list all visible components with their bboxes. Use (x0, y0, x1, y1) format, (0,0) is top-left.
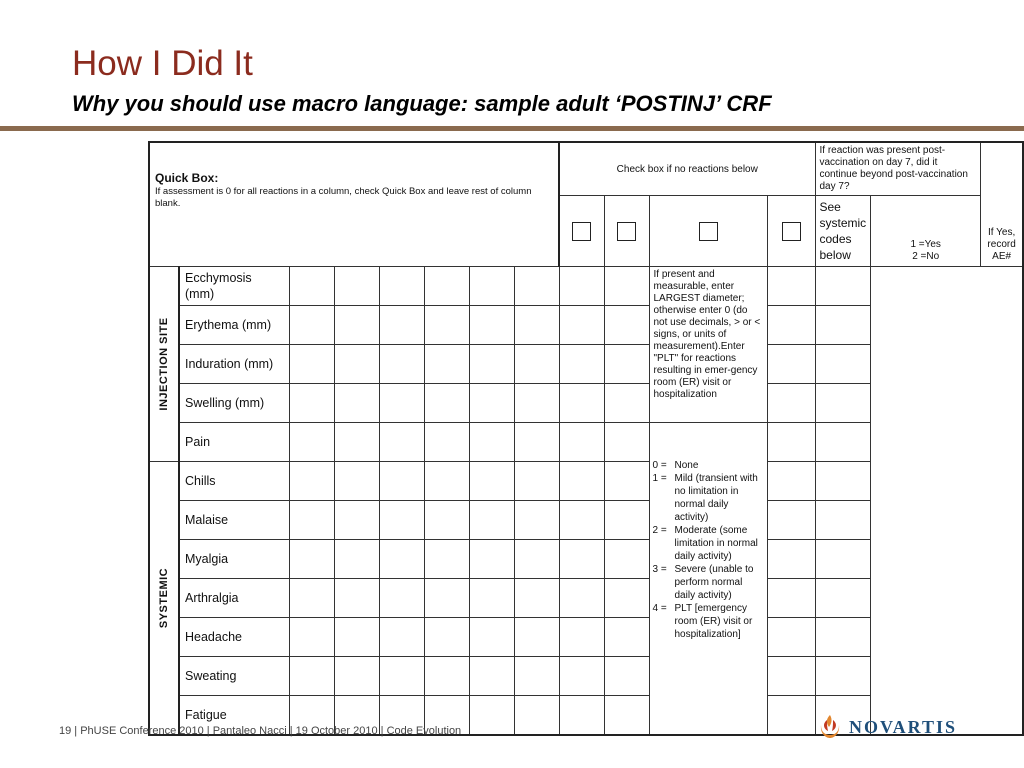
novartis-logo (818, 714, 957, 740)
row-label: Ecchymosis (mm) (179, 267, 289, 306)
entry-cell[interactable] (289, 579, 334, 618)
ae-number-cell[interactable] (815, 501, 871, 540)
entry-cell[interactable] (514, 618, 559, 657)
entry-cell[interactable] (424, 540, 469, 579)
grade-item: 3 = Severe (unable to perform normal daily activity) (652, 564, 754, 601)
entry-cell[interactable] (469, 618, 514, 657)
entry-cell[interactable] (559, 306, 604, 345)
postinj-crf-table (148, 141, 1024, 736)
quick-box-checkbox[interactable] (699, 222, 718, 241)
row-label: Malaise (179, 501, 289, 540)
check-box-header: Check box if no reactions below (559, 142, 815, 196)
ae-number-cell[interactable] (815, 384, 871, 423)
continued-cell[interactable] (767, 462, 815, 501)
entry-cell[interactable] (559, 618, 604, 657)
ae-number-cell[interactable] (815, 462, 871, 501)
continue-note: If reaction was present post-vaccination on day 7, did it continue beyond post-vaccination day 7? (815, 142, 981, 196)
entry-cell[interactable] (334, 306, 379, 345)
entry-cell[interactable] (559, 267, 604, 306)
continued-cell[interactable] (767, 267, 815, 306)
entry-cell[interactable] (604, 462, 649, 501)
entry-cell[interactable] (604, 267, 649, 306)
entry-cell[interactable] (514, 540, 559, 579)
entry-cell[interactable] (289, 384, 334, 423)
entry-cell[interactable] (379, 345, 424, 384)
row-label: Fatigue (179, 696, 289, 736)
entry-cell[interactable] (604, 345, 649, 384)
grade-item: 1 = Mild (transient with no limitation in normal daily activity) (652, 473, 758, 523)
quick-box-title: Quick Box: (155, 171, 219, 185)
entry-cell[interactable] (424, 657, 469, 696)
quick-box-checkbox[interactable] (572, 222, 591, 241)
quick-box (149, 142, 559, 267)
entry-cell[interactable] (469, 696, 514, 736)
slide-title: How I Did It (72, 44, 253, 83)
quick-box-text: If assessment is 0 for all reactions in a column, check Quick Box and leave rest of column blank. (155, 186, 532, 209)
if-yes-record-ae: If Yes, record AE# (981, 142, 1023, 267)
entry-cell[interactable] (514, 267, 559, 306)
ae-number-cell[interactable] (815, 306, 871, 345)
entry-cell[interactable] (379, 501, 424, 540)
novartis-flame-icon (818, 714, 842, 740)
entry-cell[interactable] (604, 540, 649, 579)
entry-cell[interactable] (604, 579, 649, 618)
continued-cell[interactable] (767, 657, 815, 696)
yes-code: 1 =Yes (910, 239, 941, 250)
entry-cell[interactable] (334, 423, 379, 462)
see-systemic-codes: See systemic codes below (815, 196, 871, 267)
row-label: Chills (179, 462, 289, 501)
entry-cell[interactable] (514, 423, 559, 462)
entry-cell[interactable] (289, 462, 334, 501)
ae-number-cell[interactable] (815, 579, 871, 618)
grade-item: 4 = PLT [emergency room (ER) visit or hospitalization] (652, 603, 753, 640)
ae-number-cell[interactable] (815, 657, 871, 696)
entry-cell[interactable] (334, 462, 379, 501)
entry-cell[interactable] (334, 267, 379, 306)
slide-footer: 19 | PhUSE Conference 2010 | Pantaleo Nacci | 19 October 2010 | Code Evolution (59, 725, 462, 737)
entry-cell[interactable] (289, 423, 334, 462)
quick-checkbox-cell (767, 196, 815, 267)
row-label: Sweating (179, 657, 289, 696)
entry-cell[interactable] (424, 462, 469, 501)
entry-cell[interactable] (469, 501, 514, 540)
row-label: Induration (mm) (179, 345, 289, 384)
entry-cell[interactable] (604, 696, 649, 736)
no-code: 2 =No (912, 251, 940, 262)
entry-cell[interactable] (379, 423, 424, 462)
continued-cell[interactable] (767, 423, 815, 462)
quick-box-checkbox[interactable] (782, 222, 801, 241)
row-label: Arthralgia (179, 579, 289, 618)
entry-cell[interactable] (424, 345, 469, 384)
row-label: Pain (179, 423, 289, 462)
entry-cell[interactable] (379, 267, 424, 306)
continued-cell[interactable] (767, 540, 815, 579)
entry-cell[interactable] (289, 657, 334, 696)
entry-cell[interactable] (289, 618, 334, 657)
grade-item: 2 = Moderate (some limitation in normal daily activity) (652, 525, 758, 562)
entry-cell[interactable] (514, 384, 559, 423)
entry-cell[interactable] (469, 267, 514, 306)
severity-grades (649, 423, 767, 736)
continued-cell[interactable] (767, 501, 815, 540)
entry-cell[interactable] (469, 657, 514, 696)
entry-cell[interactable] (334, 384, 379, 423)
entry-cell[interactable] (379, 657, 424, 696)
entry-cell[interactable] (379, 306, 424, 345)
entry-cell[interactable] (469, 306, 514, 345)
entry-cell[interactable] (424, 423, 469, 462)
quick-box-checkbox[interactable] (617, 222, 636, 241)
continued-cell[interactable] (767, 696, 815, 736)
entry-cell[interactable] (559, 384, 604, 423)
entry-cell[interactable] (424, 501, 469, 540)
entry-cell[interactable] (379, 579, 424, 618)
row-label: Erythema (mm) (179, 306, 289, 345)
systemic-section (149, 462, 179, 736)
row-label: Headache (179, 618, 289, 657)
quick-checkbox-cell (649, 196, 767, 267)
entry-cell[interactable] (424, 267, 469, 306)
row-label: Myalgia (179, 540, 289, 579)
quick-checkbox-cell (604, 196, 649, 267)
title-divider (0, 126, 1024, 131)
entry-cell[interactable] (289, 345, 334, 384)
entry-cell[interactable] (334, 579, 379, 618)
entry-cell[interactable] (424, 384, 469, 423)
quick-checkbox-cell (559, 196, 604, 267)
entry-cell[interactable] (334, 345, 379, 384)
entry-cell[interactable] (469, 384, 514, 423)
ae-number-cell[interactable] (815, 345, 871, 384)
entry-cell[interactable] (604, 618, 649, 657)
entry-cell[interactable] (604, 657, 649, 696)
entry-cell[interactable] (514, 501, 559, 540)
entry-cell[interactable] (604, 306, 649, 345)
entry-cell[interactable] (469, 345, 514, 384)
systemic-label: SYSTEMIC (158, 567, 170, 629)
injection-site-label: INJECTION SITE (158, 317, 170, 411)
entry-cell[interactable] (604, 501, 649, 540)
entry-cell[interactable] (559, 501, 604, 540)
injection-site-section (149, 267, 179, 462)
continued-cell[interactable] (767, 345, 815, 384)
entry-cell[interactable] (424, 618, 469, 657)
entry-cell[interactable] (379, 540, 424, 579)
entry-cell[interactable] (514, 462, 559, 501)
ae-number-cell[interactable] (815, 618, 871, 657)
continued-cell[interactable] (767, 579, 815, 618)
entry-cell[interactable] (559, 657, 604, 696)
continued-cell[interactable] (767, 384, 815, 423)
entry-cell[interactable] (334, 540, 379, 579)
entry-cell[interactable] (289, 540, 334, 579)
entry-cell[interactable] (559, 540, 604, 579)
entry-cell[interactable] (334, 501, 379, 540)
entry-cell[interactable] (514, 657, 559, 696)
entry-cell[interactable] (559, 462, 604, 501)
ae-number-cell[interactable] (815, 267, 871, 306)
entry-cell[interactable] (559, 696, 604, 736)
entry-cell[interactable] (559, 423, 604, 462)
entry-cell[interactable] (289, 267, 334, 306)
ae-number-cell[interactable] (815, 423, 871, 462)
diameter-instructions: If present and measurable, enter LARGEST diameter; otherwise enter 0 (do not use decimals, > or < signs, or units of measurement).Enter "PLT" for reactions resulting in emer-gency room (ER) visit or hospitalization (649, 267, 767, 423)
ae-number-cell[interactable] (815, 540, 871, 579)
entry-cell[interactable] (559, 579, 604, 618)
entry-cell[interactable] (514, 306, 559, 345)
entry-cell[interactable] (514, 696, 559, 736)
entry-cell[interactable] (514, 579, 559, 618)
entry-cell[interactable] (379, 462, 424, 501)
yes-no-legend (871, 196, 981, 267)
continued-cell[interactable] (767, 306, 815, 345)
entry-cell[interactable] (424, 579, 469, 618)
entry-cell[interactable] (604, 423, 649, 462)
grade-item: 0 = None (652, 460, 699, 471)
novartis-wordmark: NOVARTIS (849, 716, 958, 737)
continued-cell[interactable] (767, 618, 815, 657)
entry-cell[interactable] (469, 540, 514, 579)
entry-cell[interactable] (289, 306, 334, 345)
entry-cell[interactable] (514, 345, 559, 384)
entry-cell[interactable] (559, 345, 604, 384)
entry-cell[interactable] (379, 384, 424, 423)
slide-subtitle: Why you should use macro language: sample adult ‘POSTINJ’ CRF (72, 91, 772, 116)
entry-cell[interactable] (334, 657, 379, 696)
entry-cell[interactable] (289, 501, 334, 540)
row-label: Swelling (mm) (179, 384, 289, 423)
entry-cell[interactable] (469, 579, 514, 618)
entry-cell[interactable] (424, 306, 469, 345)
entry-cell[interactable] (469, 423, 514, 462)
entry-cell[interactable] (334, 618, 379, 657)
entry-cell[interactable] (379, 618, 424, 657)
entry-cell[interactable] (604, 384, 649, 423)
entry-cell[interactable] (469, 462, 514, 501)
